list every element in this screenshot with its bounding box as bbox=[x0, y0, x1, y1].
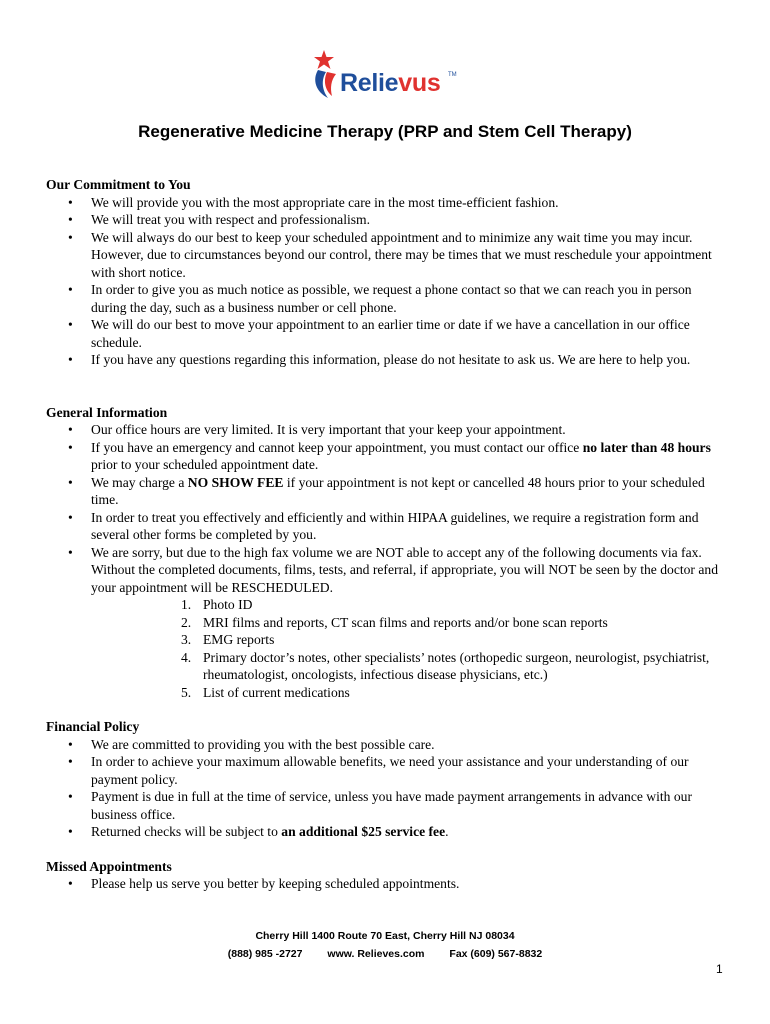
item-text: If you have an emergency and cannot keep your appointment, you must contact our office bbox=[91, 439, 583, 455]
list-item bbox=[181, 649, 726, 684]
list-item: • In order to treat you effectively and efficiently and within HIPAA guidelines, we require a registration form and several other forms be completed by you. bbox=[91, 509, 726, 544]
item-emphasis: an additional $25 service fee bbox=[281, 824, 446, 839]
list-item bbox=[181, 596, 726, 614]
item-emphasis: NO SHOW FEE bbox=[187, 474, 284, 490]
list-item: • In order to give you as much notice as possible, we request a phone contact so that we can reach you in person during the day, such as a business number or cell phone. bbox=[91, 281, 726, 316]
item-text: List of current medications bbox=[203, 684, 350, 700]
list-item: • We will treat you with respect and professionalism. bbox=[91, 211, 726, 229]
list-item: • Please help us serve you better by keeping scheduled appointments. bbox=[91, 875, 726, 893]
logo-brand-part1: Relie bbox=[340, 69, 399, 97]
list-item: • Payment is due in full at the time of service, unless you have made payment arrangements in advance with our business office. bbox=[91, 788, 726, 823]
list-item bbox=[181, 684, 726, 702]
required-documents-list bbox=[46, 596, 726, 701]
missed-appointments-section bbox=[46, 858, 726, 893]
logo-wordmark bbox=[340, 68, 440, 98]
item-text: MRI films and reports, CT scan films and reports and/or bone scan reports bbox=[203, 614, 608, 630]
item-text: . bbox=[445, 824, 449, 839]
list-item bbox=[181, 631, 726, 649]
item-number: 4. bbox=[181, 649, 192, 665]
list-item: • In order to achieve your maximum allowable benefits, we need your assistance and your understanding of our payment policy. bbox=[91, 753, 726, 788]
item-emphasis: no later than 48 hours bbox=[582, 439, 711, 455]
financial-policy-list bbox=[46, 736, 726, 841]
item-number: 3. bbox=[181, 632, 192, 647]
commitment-heading: Our Commitment to You bbox=[46, 177, 191, 192]
item-text: Returned checks will be subject to bbox=[91, 824, 282, 839]
list-item: • We will always do our best to keep your scheduled appointment and to minimize any wait time you may incur. However, due to circumstances beyond our control, there may be times that we must reschedule your appointment with short notice. bbox=[91, 229, 726, 282]
item-text: if your appointment is not kept or cancelled 48 hours prior to your scheduled time. bbox=[91, 474, 705, 507]
footer-address: Cherry Hill 1400 Route 70 East, Cherry Hill NJ 08034 bbox=[255, 930, 515, 942]
general-information-section bbox=[46, 404, 726, 702]
footer-phone: (888) 985 -2727 bbox=[227, 948, 303, 960]
list-item bbox=[181, 614, 726, 632]
footer-website: www. Relieves.com bbox=[327, 948, 425, 960]
list-item: • We are sorry, but due to the high fax volume we are NOT able to accept any of the following documents via fax. Without the completed documents, films, tests, and referral, if appropriate, you will NOT be seen by the doctor and your appointment will be RESCHEDULED. bbox=[91, 544, 726, 597]
general-information-list bbox=[46, 421, 726, 596]
list-item: • We will provide you with the most appropriate care in the most time-efficient fashion. bbox=[91, 194, 726, 212]
missed-appointments-list bbox=[46, 875, 726, 893]
logo-trademark: TM bbox=[448, 72, 457, 78]
general-information-heading: General Information bbox=[46, 404, 168, 420]
document-title: Regenerative Medicine Therapy (PRP and Stem Cell Therapy) bbox=[138, 122, 632, 141]
commitment-section bbox=[46, 176, 726, 369]
list-item bbox=[91, 439, 726, 474]
relievus-logo bbox=[310, 48, 460, 106]
item-text: Primary doctor’s notes, other specialists’ notes (orthopedic surgeon, neurologist, psychiatrist, rheumatologist, oncologists, infectious disease physicians, etc.) bbox=[203, 649, 710, 682]
list-item: • We are committed to providing you with the best possible care. bbox=[91, 736, 726, 754]
page-footer bbox=[0, 927, 770, 963]
list-item: • We will do our best to move your appointment to an earlier time or date if we have a cancellation in our office schedule. bbox=[91, 316, 726, 351]
item-number: 2. bbox=[181, 614, 192, 630]
item-text: prior to your scheduled appointment date. bbox=[91, 457, 319, 472]
list-item: • Our office hours are very limited. It is very important that your keep your appointment. bbox=[91, 421, 726, 439]
document-body bbox=[46, 176, 726, 893]
item-text: We may charge a bbox=[91, 474, 188, 490]
footer-contact-row bbox=[0, 945, 770, 963]
list-item bbox=[91, 823, 726, 841]
missed-appointments-heading: Missed Appointments bbox=[46, 858, 172, 874]
logo-brand-part2: vus bbox=[398, 69, 441, 97]
page-number: 1 bbox=[716, 962, 723, 976]
item-number: 1. bbox=[181, 597, 192, 612]
item-text: Photo ID bbox=[203, 597, 253, 612]
financial-policy-heading: Financial Policy bbox=[46, 719, 140, 734]
financial-policy-section bbox=[46, 718, 726, 841]
item-number: 5. bbox=[181, 684, 192, 700]
item-text: EMG reports bbox=[203, 632, 275, 647]
footer-fax: Fax (609) 567-8832 bbox=[449, 948, 543, 960]
commitment-list bbox=[46, 194, 726, 369]
list-item bbox=[91, 474, 726, 509]
list-item: • If you have any questions regarding this information, please do not hesitate to ask us. We are here to help you. bbox=[91, 351, 726, 369]
